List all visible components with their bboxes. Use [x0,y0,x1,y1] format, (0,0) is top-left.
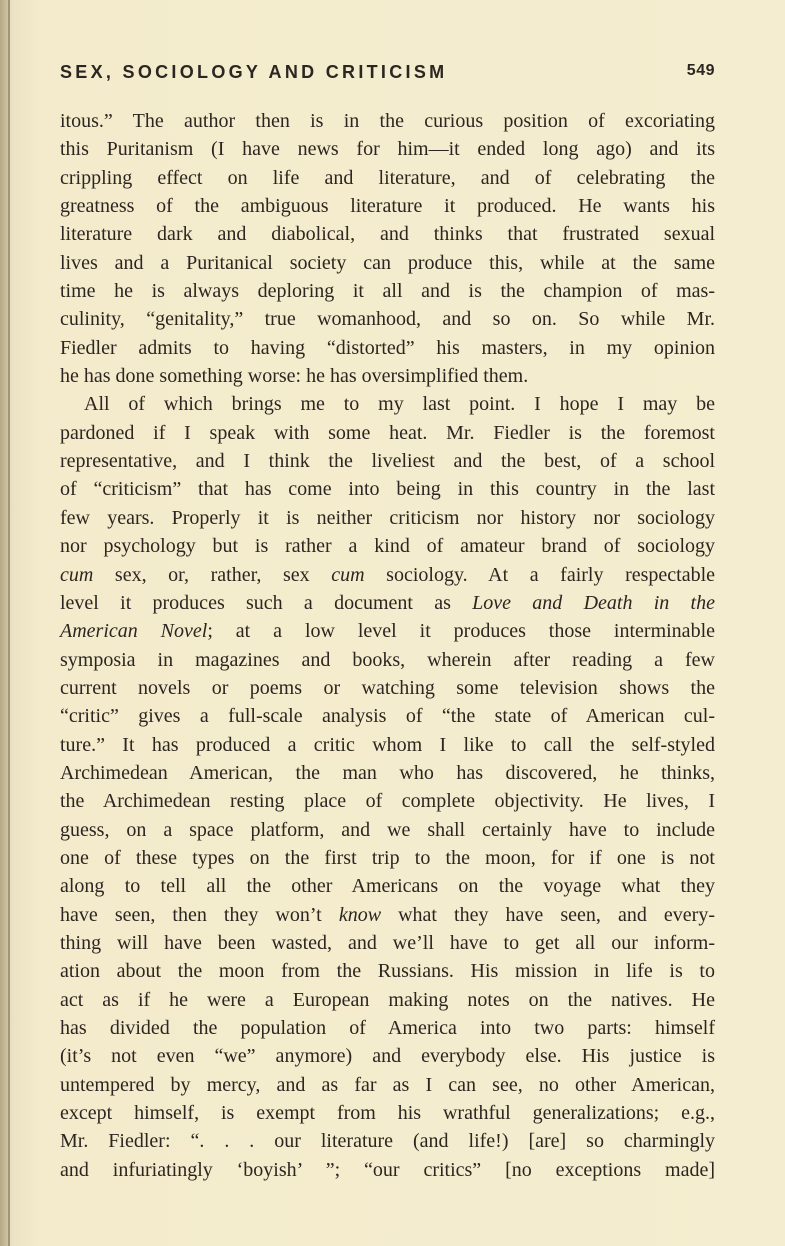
text-line: nor psychology but is rather a kind of amateur brand of sociology [60,535,715,558]
text-segment: ; at a low level it produces those interminable [207,620,715,643]
text-line: ture.” It has produced a critic whom I like to call the self-styled [60,733,715,756]
page-header [60,62,715,86]
text-line: the Archimedean resting place of complete objectivity. He lives, I [60,790,715,813]
text-line [60,617,715,645]
text-line: act as if he were a European making notes on the natives. He [60,988,715,1011]
paragraph-end-line: he has done something worse: he has oversimplified them. [60,365,529,388]
text-line: lives and a Puritanical society can produce this, while at the same [60,251,715,274]
book-title-italic: Love and Death in the [472,591,715,614]
text-line: one of these types on the first trip to the moon, for if one is not [60,846,715,869]
text-line: along to tell all the other Americans on the voyage what they [60,875,715,898]
binding-rule [8,0,10,1246]
text-line: current novels or poems or watching some television shows the [60,676,715,699]
text-line: greatness of the ambiguous literature it produced. He wants his [60,195,715,218]
text-line: (it’s not even “we” anymore) and everybody else. His justice is [60,1045,715,1068]
text-line: Fiedler admits to having “distorted” his masters, in my opinion [60,336,715,359]
text-line: symposia in magazines and books, wherein after reading a few [60,648,715,671]
text-line: has divided the population of America into two parts: himself [60,1017,715,1039]
text-segment: sex, or, rather, sex [93,563,332,586]
text-line: pardoned if I speak with some heat. Mr. Fiedler is the foremost [60,421,715,444]
running-head: SEX, SOCIOLOGY AND CRITICISM [60,62,448,82]
text-line: guess, on a space platform, and we shall certainly have to include [60,818,715,841]
text-line: crippling effect on life and literature, and of celebrating the [60,166,715,189]
text-line: itous.” The author then is in the curious position of excoriating [60,110,715,132]
text-line: untempered by mercy, and as far as I can see, no other American, [60,1073,715,1096]
text-segment: have seen, then they won’t [60,903,339,926]
text-line: culinity, “genitality,” true womanhood, and so on. So while Mr. [60,308,715,331]
text-segment: level it produces such a document as [60,591,473,614]
text-segment: sociology. At a fairly respectable [364,563,716,586]
text-line: except himself, is exempt from his wrathful generalizations; e.g., [60,1102,715,1125]
text-line: representative, and I think the liveliest and the best, of a school [60,450,715,473]
text-line: Mr. Fiedler: “. . . our literature (and life!) [are] so charmingly [60,1130,715,1153]
text-line: ation about the moon from the Russians. His mission in life is to [60,960,715,983]
text-line: few years. Properly it is neither criticism nor history nor sociology [60,506,715,529]
text-line: literature dark and diabolical, and thinks that frustrated sexual [60,223,715,246]
text-line [60,589,715,617]
italic-word: cum [60,563,94,586]
text-line: of “criticism” that has come into being in this country in the last [60,478,715,501]
text-line: thing will have been wasted, and we’ll have to get all our inform- [60,931,715,954]
text-line: “critic” gives a full-scale analysis of “the state of American cul- [60,705,715,728]
text-line: and infuriatingly ‘boyish’ ”; “our critics” [no exceptions made] [60,1158,715,1181]
text-line [60,901,715,929]
text-segment: what they have seen, and every- [381,903,715,926]
text-line: Archimedean American, the man who has discovered, he thinks, [60,761,715,784]
paragraph-start-line: All of which brings me to my last point. I hope I may be [84,393,715,416]
italic-word: cum [331,563,365,586]
body-text [60,107,715,1184]
text-line: time he is always deploring it all and is the champion of mas- [60,280,715,303]
page-number: 549 [686,62,715,79]
book-title-italic: American Novel [60,620,208,643]
text-line: this Puritanism (I have news for him—it ended long ago) and its [60,138,715,161]
italic-word: know [338,903,382,926]
text-line [60,561,715,589]
